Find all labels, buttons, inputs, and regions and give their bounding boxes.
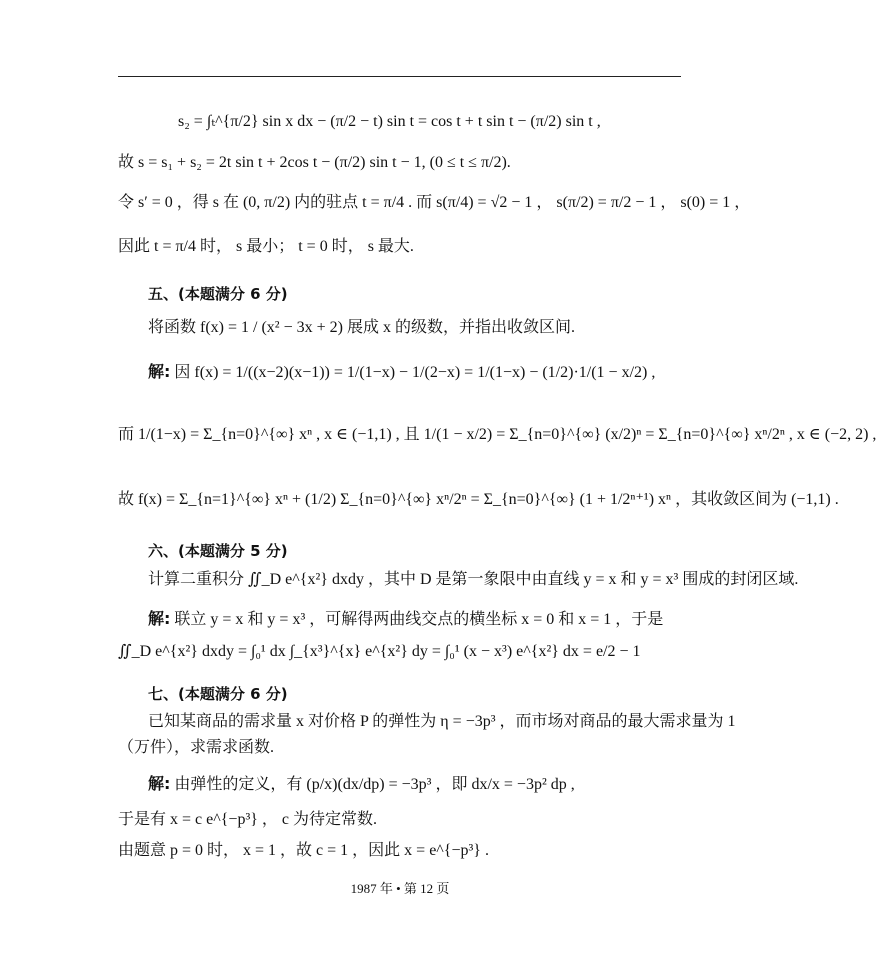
solution-text: 因 f(x) = 1/((x−2)(x−1)) = 1/(1−x) − 1/(2−x) = 1/(1−x) − (1/2)·1/(1 − x/2) , [174, 364, 656, 381]
section-6-solution-2: ∬_D e^{x²} dxdy = ∫₀¹ dx ∫_{x³}^{x} e^{x²} dy = ∫₀¹ (x − x³) e^{x²} dx = e/2 − 1 [118, 643, 641, 660]
solution-label: 解: [148, 609, 171, 628]
section-5-title: 五、(本题满分 6 分) [148, 285, 288, 303]
section-6-solution-1 [148, 609, 663, 630]
section-5-solution-3: 故 f(x) = Σ_{n=1}^{∞} xⁿ + (1/2) Σ_{n=0}^{∞} xⁿ/2ⁿ = Σ_{n=0}^{∞} (1 + 1/2ⁿ⁺¹) xⁿ ，其收敛区间为 (−1,1) . [118, 491, 839, 508]
s-total-formula: 故 s = s₁ + s₂ = 2t sin t + 2cos t − (π/2) sin t − 1, (0 ≤ t ≤ π/2). [118, 154, 511, 171]
solution-label: 解: [148, 362, 171, 381]
section-7-problem-2: （万件），求需求函数. [118, 739, 275, 756]
s2-formula: s₂ = ∫ₜ^{π/2} sin x dx − (π/2 − t) sin t = cos t + t sin t − (π/2) sin t , [178, 113, 601, 130]
section-5-problem: 将函数 f(x) = 1 / (x² − 3x + 2) 展成 x 的级数，并指出收敛区间. [148, 319, 575, 336]
section-7-solution-1 [148, 774, 575, 795]
header-rule [118, 76, 681, 77]
page-footer: 1987 年 • 第 12 页 [350, 881, 450, 896]
section-7-title: 七、(本题满分 6 分) [148, 685, 288, 703]
conclusion-line: 因此 t = π/4 时， s 最小； t = 0 时， s 最大. [118, 238, 414, 255]
section-7-solution-3: 由题意 p = 0 时， x = 1 ，故 c = 1 ，因此 x = e^{−p³} . [118, 842, 489, 859]
solution-label: 解: [148, 774, 171, 793]
section-5-solution-1 [148, 362, 655, 383]
solution-text: 联立 y = x 和 y = x³ ，可解得两曲线交点的横坐标 x = 0 和 x = 1 ，于是 [174, 611, 664, 628]
section-5-solution-2: 而 1/(1−x) = Σ_{n=0}^{∞} xⁿ , x ∈ (−1,1) , 且 1/(1 − x/2) = Σ_{n=0}^{∞} (x/2)ⁿ = Σ_{n=0}^{∞} xⁿ/2ⁿ , x ∈ (−2, 2) , [118, 426, 876, 443]
section-6-title: 六、(本题满分 5 分) [148, 542, 288, 560]
section-7-problem-1: 已知某商品的需求量 x 对价格 P 的弹性为 η = −3p³ ，而市场对商品的最大需求量为 1 [148, 713, 736, 730]
solution-text: 由弹性的定义，有 (p/x)(dx/dp) = −3p³ ，即 dx/x = −3p² dp , [174, 776, 575, 793]
section-7-solution-2: 于是有 x = c e^{−p³} ， c 为待定常数. [118, 811, 378, 828]
section-6-problem: 计算二重积分 ∬_D e^{x²} dxdy ，其中 D 是第一象限中由直线 y = x 和 y = x³ 围成的封闭区域. [148, 571, 799, 588]
critical-point-line: 令 s′ = 0 ，得 s 在 (0, π/2) 内的驻点 t = π/4 . 而 s(π/4) = √2 − 1 ， s(π/2) = π/2 − 1 ， s(0) = 1 ， [118, 194, 751, 211]
